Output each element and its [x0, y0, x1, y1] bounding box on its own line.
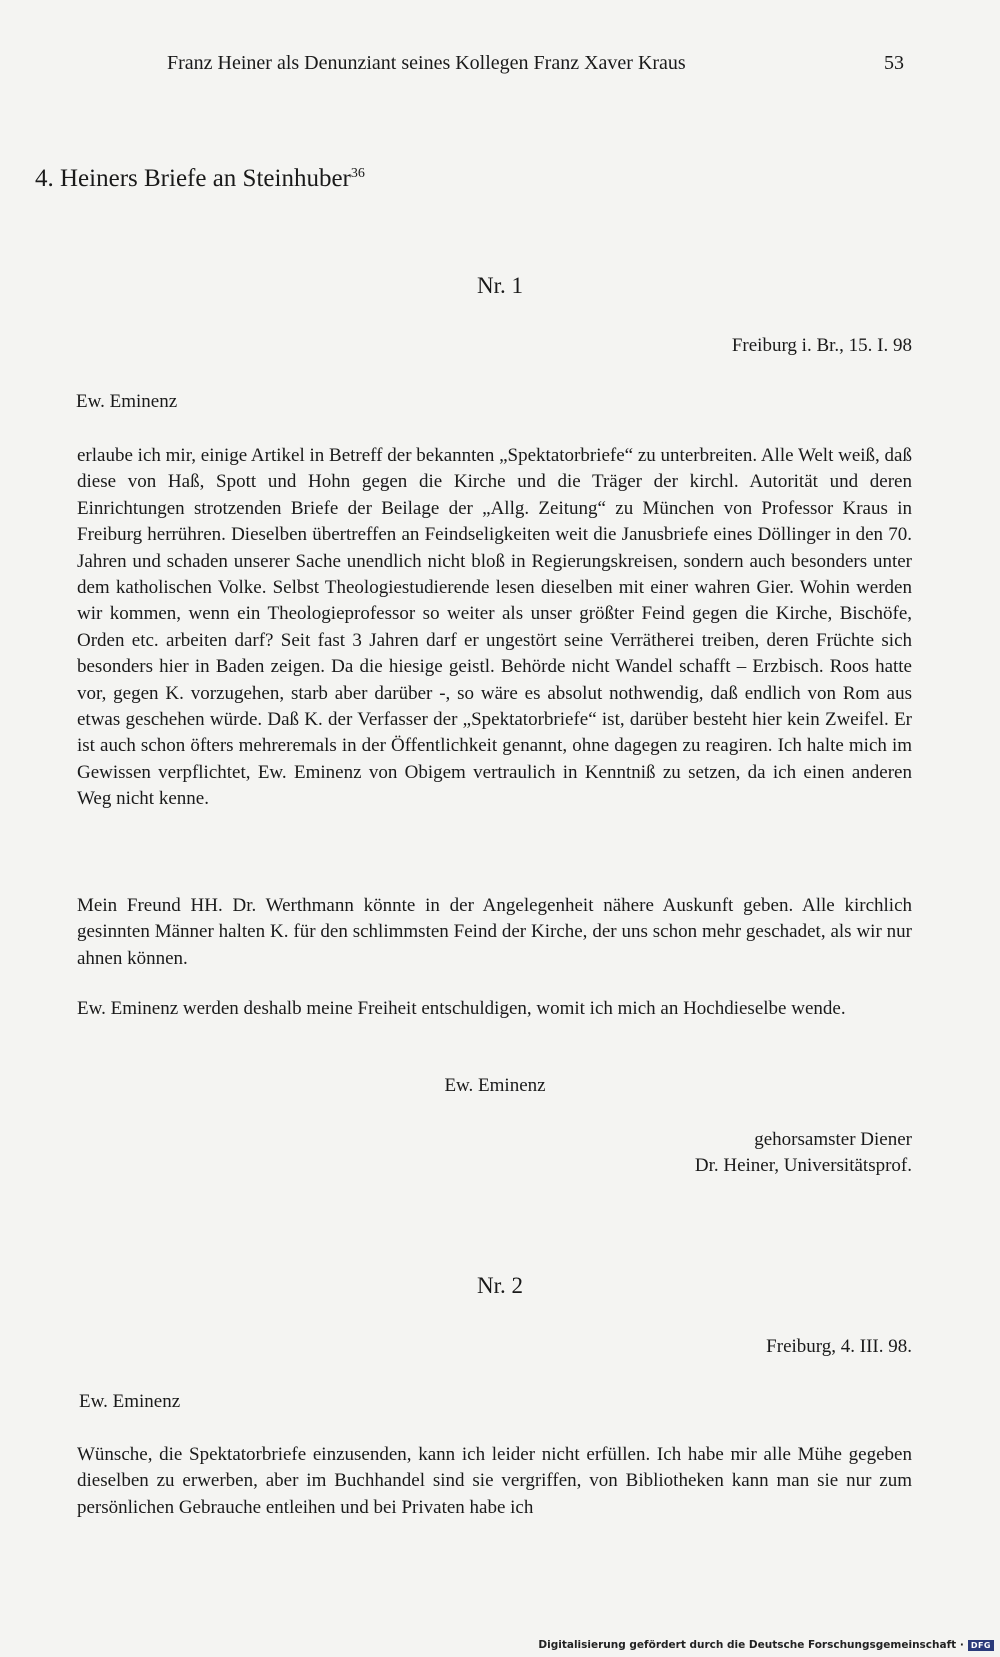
letter-2-number: Nr. 2 [477, 1273, 523, 1298]
letter-1-paragraph-3: Ew. Eminenz werden deshalb meine Freiheit entschuldigen, womit ich mich an Hochdieselbe wende. [77, 998, 846, 1019]
letter-1-salutation: Ew. Eminenz [76, 391, 178, 412]
page-number: 53 [884, 52, 904, 74]
letter-2-paragraph-1: Wünsche, die Spektatorbriefe einzusenden, kann ich leider nicht erfüllen. Ich habe mir alle Mühe gegeben dieselben zu erwerben, aber im Buchhandel sind sie vergriffen, von Bibliotheken kann man sie nur zum persönlichen Gebrauche entleihen und bei Privaten habe ich [77, 1444, 912, 1518]
digitization-credit [538, 1639, 994, 1651]
letter-1-paragraph-2: Mein Freund HH. Dr. Werthmann könnte in der Angelegenheit nähere Auskunft geben. Alle kirchlich gesinnten Männer halten K. für den schlimmsten Feind der Kirche, der uns schon mehr geschadet, als wir nur ahnen können. [77, 895, 912, 969]
letter-1-number: Nr. 1 [477, 273, 523, 298]
letter-1-place-date: Freiburg i. Br., 15. I. 98 [731, 335, 912, 356]
signature-line-2: Dr. Heiner, Universitätsprof. [694, 1155, 912, 1176]
section-heading [35, 165, 365, 193]
letter-1-closing: Ew. Eminenz [444, 1075, 546, 1096]
running-head: Franz Heiner als Denunziant seines Kollegen Franz Xaver Kraus [167, 52, 686, 74]
signature-line-1: gehorsamster Diener [754, 1129, 912, 1150]
dfg-logo-icon: DFG [968, 1640, 994, 1651]
section-title: 4. Heiners Briefe an Steinhuber [35, 165, 351, 192]
letter-2-salutation: Ew. Eminenz [79, 1391, 181, 1412]
letter-2-place-date: Freiburg, 4. III. 98. [766, 1336, 912, 1357]
letter-1-paragraph-1: erlaube ich mir, einige Artikel in Betreff der bekannten „Spektatorbriefe“ zu unterbreiten. Alle Welt weiß, daß diese von Haß, Spott und Hohn gegen die Kirche und die Träger der kirchl. Autorität und deren Einrichtungen strotzenden Briefe der Beilage der „Allg. Zeitung“ zu München von Professor Kraus in Freiburg herrühren. Dieselben übertreffen an Feindseligkeiten weit die Janusbriefe eines Döllinger in den 70. Jahren und schaden unserer Sache unendlich nicht bloß in Regierungskreisen, sondern auch besonders unter dem katholischen Volke. Selbst Theologiestudierende lesen dieselben mit einer wahren Gier. Wohin werden wir kommen, wenn ein Theologieprofessor so weiter als unser größter Feind gegen die Kirche, Bischöfe, Orden etc. arbeiten darf? Seit fast 3 Jahren darf er ungestört seine Verrätherei treiben, deren Früchte sich besonders hier in Baden zeigen. Da die hiesige geistl. Behörde nicht Wandel schafft – Erzbisch. Roos hatte vor, gegen K. vorzugehen, starb aber darüber -, so wäre es absolut nothwendig, daß endlich von Rom aus etwas geschehen würde. Daß K. der Verfasser der „Spektatorbriefe“ ist, darüber besteht hier kein Zweifel. Er ist auch schon öfters mehreremals in der Öffentlichkeit genannt, ohne dagegen zu reagiren. Ich halte mich im Gewissen verpflichtet, Ew. Eminenz von Obigem vertraulich in Kenntniß zu setzen, da ich einen anderen Weg nicht kenne. [77, 445, 912, 810]
credit-text: Digitalisierung gefördert durch die Deutsche Forschungsgemeinschaft · [538, 1639, 964, 1651]
footnote-reference: 36 [350, 166, 365, 181]
letter-1-signature [695, 1127, 912, 1179]
